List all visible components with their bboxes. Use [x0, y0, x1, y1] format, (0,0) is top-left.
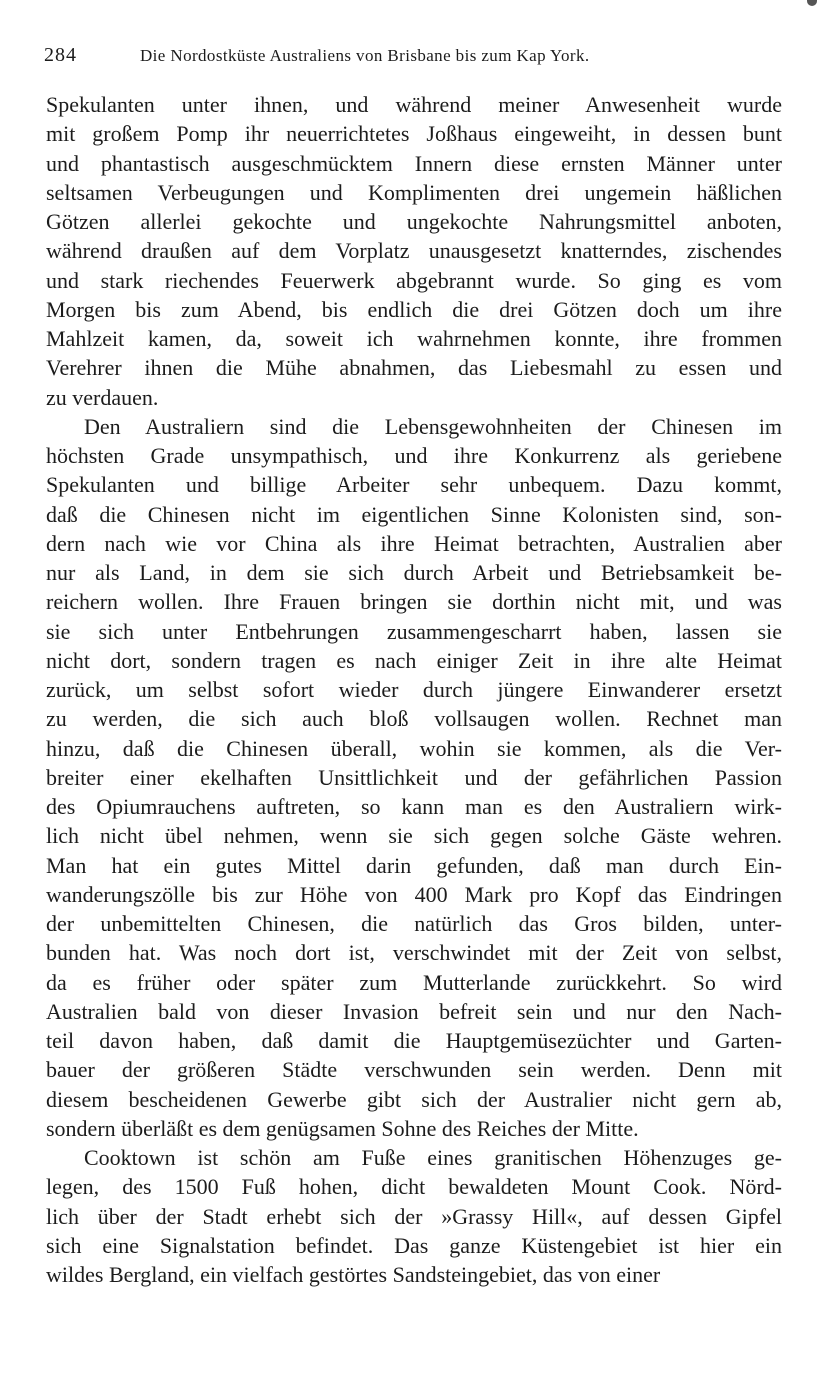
text-line: Mahlzeit kamen, da, soweit ich wahrnehmen konnte, ihre frommen — [46, 326, 782, 351]
text-line: sich eine Signalstation befindet. Das ganze Küstengebiet ist hier ein — [46, 1232, 782, 1258]
text-line: daß die Chinesen nicht im eigentlichen Sinne Kolonisten sind, son- — [46, 501, 782, 527]
text-line: zu verdauen. — [46, 384, 159, 410]
text-line: sondern überläßt es dem genügsamen Sohne des Reiches der Mitte. — [46, 1115, 639, 1141]
text-line: Spekulanten unter ihnen, und während meiner Anwesenheit wurde — [46, 92, 782, 117]
text-line: lich über der Stadt erhebt sich der »Grassy Hill«, auf dessen Gipfel — [46, 1203, 782, 1229]
text-line: Den Australiern sind die Lebensgewohnheiten der Chinesen im — [84, 413, 782, 439]
text-line: wildes Bergland, ein vielfach gestörtes Sandsteingebiet, das von einer — [46, 1262, 661, 1287]
text-line: hinzu, daß die Chinesen überall, wohin sie kommen, als die Ver- — [46, 735, 782, 761]
scan-corner-mark — [807, 0, 817, 6]
paragraph — [46, 412, 782, 1143]
text-line: breiter einer ekelhaften Unsittlichkeit und der gefährlichen Passion — [46, 764, 782, 790]
text-line: während draußen auf dem Vorplatz unausgesetzt knatterndes, zischendes — [46, 238, 782, 264]
text-line: diesem bescheidenen Gewerbe gibt sich der Australier nicht gern ab, — [46, 1086, 782, 1112]
text-line: Cooktown ist schön am Fuße eines granitischen Höhenzuges ge- — [84, 1145, 782, 1170]
text-line: legen, des 1500 Fuß hohen, dicht bewaldeten Mount Cook. Nörd- — [46, 1174, 782, 1200]
text-line: Morgen bis zum Abend, bis endlich die drei Götzen doch um ihre — [46, 296, 782, 322]
body-text — [46, 90, 782, 1289]
text-line: Spekulanten und billige Arbeiter sehr unbequem. Dazu kommt, — [46, 472, 782, 498]
text-line: Australien bald von dieser Invasion befreit sein und nur den Nach- — [46, 998, 782, 1024]
paragraph — [46, 1143, 782, 1289]
text-line: und phantastisch ausgeschmücktem Innern diese ernsten Männer unter — [46, 150, 782, 176]
page-number: 284 — [44, 44, 77, 66]
text-line: und stark riechendes Feuerwerk abgebrannt wurde. So ging es vom — [46, 267, 782, 293]
text-line: bunden hat. Was noch dort ist, verschwindet mit der Zeit von selbst, — [46, 940, 782, 966]
text-line: des Opiumrauchens auftreten, so kann man es den Australiern wirk- — [46, 794, 782, 819]
text-line: der unbemittelten Chinesen, die natürlich das Gros bilden, unter- — [46, 911, 782, 936]
text-line: bauer der größeren Städte verschwunden sein werden. Denn mit — [46, 1057, 782, 1083]
text-line: nicht dort, sondern tragen es nach einiger Zeit in ihre alte Heimat — [46, 647, 782, 673]
text-line: seltsamen Verbeugungen und Komplimenten drei ungemein häßlichen — [46, 179, 782, 205]
text-line: höchsten Grade unsympathisch, und ihre Konkurrenz als geriebene — [46, 443, 782, 468]
text-line: dern nach wie vor China als ihre Heimat betrachten, Australien aber — [46, 530, 782, 556]
text-line: wanderungszölle bis zur Höhe von 400 Mark pro Kopf das Eindringen — [46, 881, 782, 907]
text-line: reichern wollen. Ihre Frauen bringen sie dorthin nicht mit, und was — [46, 589, 782, 615]
text-line: Götzen allerlei gekochte und ungekochte Nahrungsmittel anboten, — [46, 209, 782, 234]
text-line: mit großem Pomp ihr neuerrichtetes Joßhaus eingeweiht, in dessen bunt — [46, 121, 782, 147]
paragraph — [46, 90, 782, 412]
text-line: lich nicht übel nehmen, wenn sie sich gegen solche Gäste wehren. — [46, 823, 782, 849]
text-line: teil davon haben, daß damit die Hauptgemüsezüchter und Garten- — [46, 1028, 782, 1053]
text-line: sie sich unter Entbehrungen zusammengescharrt haben, lassen sie — [46, 618, 782, 644]
text-line: Man hat ein gutes Mittel darin gefunden, daß man durch Ein- — [46, 852, 782, 878]
text-line: Verehrer ihnen die Mühe abnahmen, das Liebesmahl zu essen und — [46, 355, 782, 381]
text-line: zu werden, die sich auch bloß vollsaugen wollen. Rechnet man — [46, 706, 782, 732]
running-header — [44, 44, 784, 70]
running-title: Die Nordostküste Australiens von Brisbane bis zum Kap York. — [140, 46, 590, 65]
text-line: nur als Land, in dem sie sich durch Arbeit und Betriebsamkeit be- — [46, 560, 782, 585]
text-line: da es früher oder später zum Mutterlande zurückkehrt. So wird — [46, 969, 782, 995]
text-line: zurück, um selbst sofort wieder durch jüngere Einwanderer ersetzt — [46, 677, 782, 702]
